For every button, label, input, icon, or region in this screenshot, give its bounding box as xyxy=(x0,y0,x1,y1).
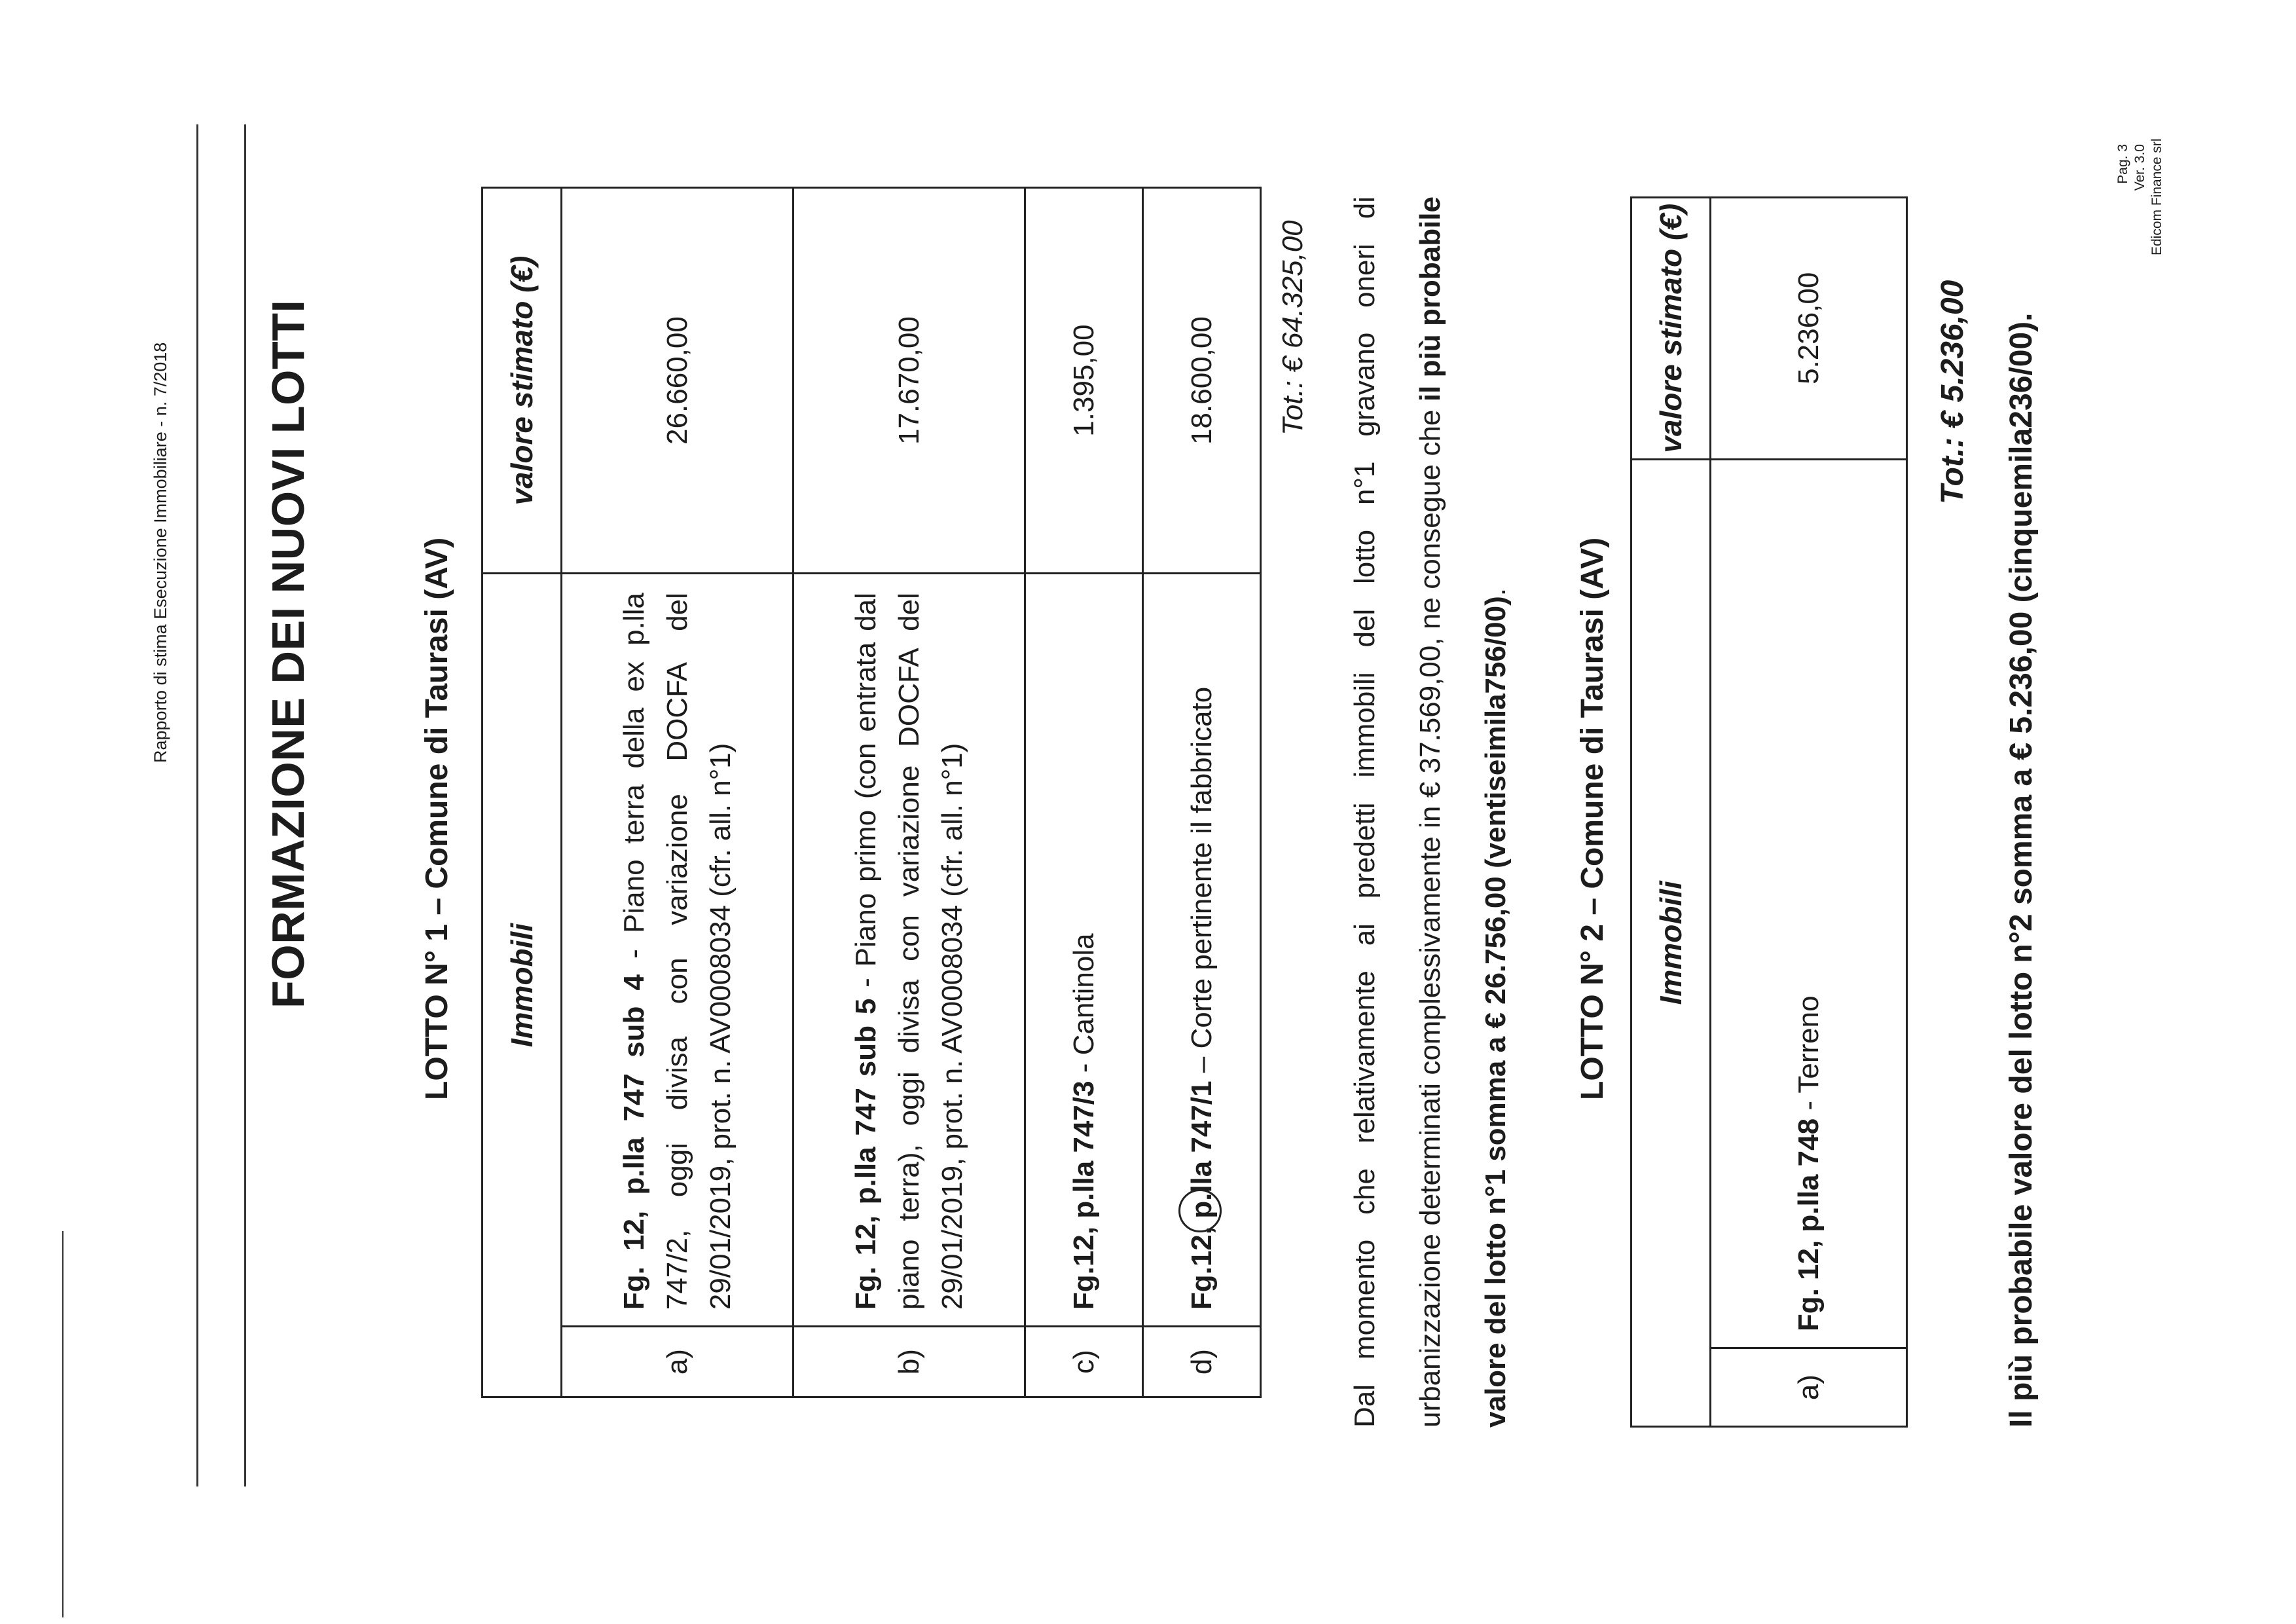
parcel-desc: - Cantinola xyxy=(1067,933,1100,1081)
col-valore: valore stimato (€) xyxy=(483,188,562,574)
lotto1-total: Tot.: € 64.325,00 xyxy=(1277,220,1309,435)
lotto1-paragraph xyxy=(1332,196,1529,1428)
scan-edge-line xyxy=(62,1231,64,1617)
page-title: FORMAZIONE DEI NUOVI LOTTI xyxy=(263,299,314,1008)
row-description xyxy=(1711,459,1907,1348)
lotto2-title: LOTTO N° 2 – Comune di Taurasi (AV) xyxy=(1575,537,1610,1100)
parcel-ref: Fg.12, p.lla 747/1 xyxy=(1185,1080,1218,1310)
table-row xyxy=(1711,198,1907,1427)
parcel-ref: Fg.12, p.lla 747/3 xyxy=(1067,1080,1100,1310)
header-rule-2 xyxy=(244,124,246,1486)
lotto2-total: Tot.: € 5.236,00 xyxy=(1935,280,1970,504)
col-valore: valore stimato (€) xyxy=(1631,198,1711,460)
row-value: 17.670,00 xyxy=(793,188,1025,574)
lotto2-paragraph: Il più probabile valore del lotto n°2 somma a € 5.236,00 (cinquemila236/00). xyxy=(2004,312,2039,1428)
paragraph-text: Dal momento che relativamente ai predetti immobili del lotto n°1 gravano oneri di urbanizzazione determinati complessivamente in € 37.569,00, ne consegue che xyxy=(1349,196,1446,1428)
col-immobili: Immobili xyxy=(483,574,562,1397)
page-number: Pag. 3 xyxy=(2115,144,2130,184)
handwritten-circle xyxy=(1178,1189,1222,1232)
parcel-ref: Fg. 12, p.lla 748 xyxy=(1792,1118,1825,1332)
table-row xyxy=(562,188,793,1397)
paragraph-end: . xyxy=(1480,587,1512,597)
lotto1-header-row xyxy=(483,188,562,1397)
paragraph-bold: il più probabile valore del lotto n°1 somma a € 26.756,00 (ventiseimila756/00) xyxy=(1414,196,1512,1428)
parcel-ref: Fg. 12, p.lla 747 sub 4 xyxy=(617,974,650,1310)
lotto2-header-row xyxy=(1631,198,1711,1427)
report-header: Rapporto di stima Esecuzione Immobiliare - n. 7/2018 xyxy=(151,342,170,763)
row-letter: b) xyxy=(793,1327,1025,1397)
lotto2-table xyxy=(1630,196,1908,1428)
parcel-desc: – Corte pertinente il fabbricato xyxy=(1185,686,1218,1081)
row-description xyxy=(793,574,1025,1327)
parcel-desc: - Piano terra della ex p.lla 747/2, oggi divisa con variazione DOCFA del 29/01/2019, prot. n. AV0008034 (cfr. all. n°1) xyxy=(617,593,737,1310)
row-value: 18.600,00 xyxy=(1143,188,1261,574)
row-letter: a) xyxy=(562,1327,793,1397)
version: Ver. 3.0 xyxy=(2132,144,2147,191)
parcel-ref: Fg. 12, p.lla 747 sub 5 xyxy=(849,998,882,1310)
header-rule xyxy=(196,124,198,1486)
lotto1-table xyxy=(481,187,1262,1398)
lotto1-title: LOTTO N° 1 – Comune di Taurasi (AV) xyxy=(420,537,454,1100)
row-value: 1.395,00 xyxy=(1025,188,1143,574)
row-letter: a) xyxy=(1711,1348,1907,1427)
row-description xyxy=(562,574,793,1327)
parcel-desc: - Terreno xyxy=(1792,995,1825,1118)
row-letter: d) xyxy=(1143,1327,1261,1397)
row-letter: c) xyxy=(1025,1327,1143,1397)
company: Edicom Finance srl xyxy=(2149,138,2164,255)
page-footer xyxy=(2115,138,2166,255)
row-value: 5.236,00 xyxy=(1711,198,1907,460)
row-description xyxy=(1025,574,1143,1327)
table-row xyxy=(1025,188,1143,1397)
col-immobili: Immobili xyxy=(1631,459,1711,1426)
parcel-desc: - Piano primo (con entrata dal piano terra), oggi divisa con variazione DOCFA del 29/01/2019, prot. n. AV0008034 (cfr. all. n°1) xyxy=(849,593,968,1310)
row-value: 26.660,00 xyxy=(562,188,793,574)
table-row xyxy=(793,188,1025,1397)
